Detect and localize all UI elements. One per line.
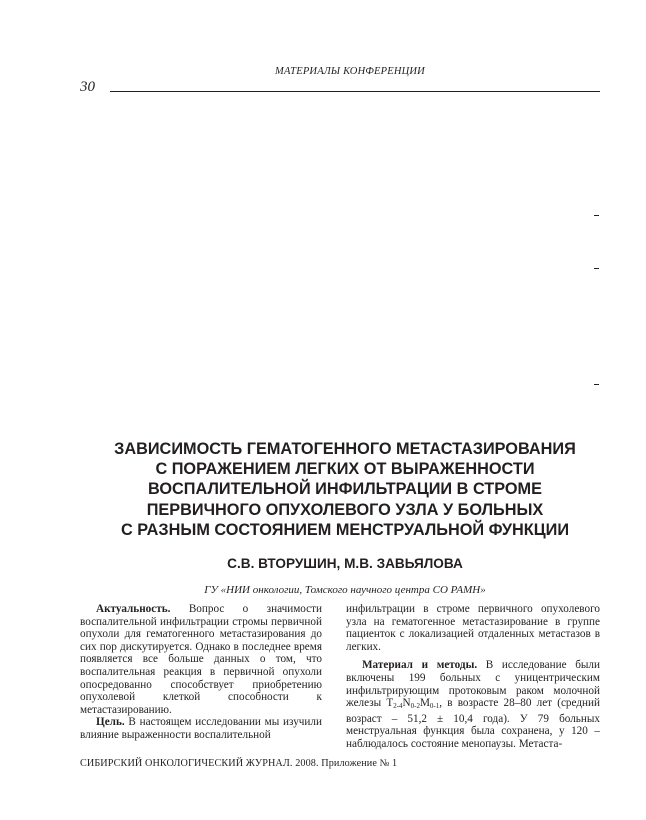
header-rule — [110, 91, 600, 92]
paragraph-relevance — [80, 603, 322, 716]
section-lead-methods: Материал и методы. — [362, 659, 478, 672]
title-line: ПЕРВИЧНОГО ОПУХОЛЕВОГО УЗЛА У БОЛЬНЫХ — [146, 500, 544, 519]
title-line: С ПОРАЖЕНИЕМ ЛЕГКИХ ОТ ВЫРАЖЕННОСТИ — [155, 460, 535, 479]
paragraph-methods — [346, 659, 600, 750]
stage-letter-m: M — [419, 697, 430, 710]
article-title — [60, 439, 630, 540]
stage-subscript-t: 2-4 — [393, 702, 403, 711]
journal-footer: СИБИРСКИЙ ОНКОЛОГИЧЕСКИЙ ЖУРНАЛ. 2008. Приложение № 1 — [80, 758, 398, 769]
paragraph-aim-continued — [346, 603, 600, 653]
column-left — [80, 603, 322, 742]
paragraph-aim — [80, 716, 322, 741]
stage-subscript-n: 0-2 — [410, 702, 420, 711]
paragraph-text: Вопрос о значимости воспалительной инфильтрации стромы первичной опухоли для гематогенного метастазирования до сих пор дискутируется. Однако в последнее время появляется все больше данных о том, что воспалительная реакция в первичной опухоли опосредованно способствует приобретению опухолевой клеткой способности к метастазированию. — [80, 603, 322, 716]
margin-mark — [594, 215, 599, 216]
authors: С.В. ВТОРУШИН, М.В. ЗАВЬЯЛОВА — [227, 556, 463, 571]
section-lead-relevance: Актуальность. — [96, 603, 171, 615]
margin-mark — [594, 268, 599, 269]
stage-letter-n: N — [402, 697, 411, 710]
column-right — [346, 603, 600, 751]
title-line: С РАЗНЫМ СОСТОЯНИЕМ МЕНСТРУАЛЬНОЙ ФУНКЦИИ — [120, 520, 570, 539]
section-lead-aim: Цель. — [96, 716, 125, 729]
paragraph-text: инфильтрации в строме первичного опухолевого узла на гематогенное метастазирование в группе пациенток с локализацией отдаленных метастазов в легких. — [346, 603, 600, 653]
page-number: 30 — [80, 79, 95, 95]
title-line: ЗАВИСИМОСТЬ ГЕМАТОГЕННОГО МЕТАСТАЗИРОВАНИЯ — [114, 440, 576, 458]
affiliation: ГУ «НИИ онкологии, Томского научного центра СО РАМН» — [204, 584, 486, 596]
running-head: МАТЕРИАЛЫ КОНФЕРЕНЦИИ — [275, 66, 425, 77]
stage-subscript-m: 0-1 — [429, 702, 440, 711]
paragraph-text: В настоящем исследовании мы изучили влияние выраженности воспалительной — [80, 716, 322, 741]
paragraph-text: , в возрасте 28–80 лет (средний возраст – 51,2 ± 10,4 года). У 79 больных менструальная функция была сохранена, у 120 – наблюдалось состояние менопаузы. Метаста- — [346, 697, 600, 750]
paragraph-text: В исследование были включены 199 больных с уницентрическим инфильтрирующим протоковым раком молочной железы T — [346, 659, 600, 710]
title-line: ВОСПАЛИТЕЛЬНОЙ ИНФИЛЬТРАЦИИ В СТРОМЕ — [148, 480, 542, 499]
margin-mark — [594, 384, 599, 385]
